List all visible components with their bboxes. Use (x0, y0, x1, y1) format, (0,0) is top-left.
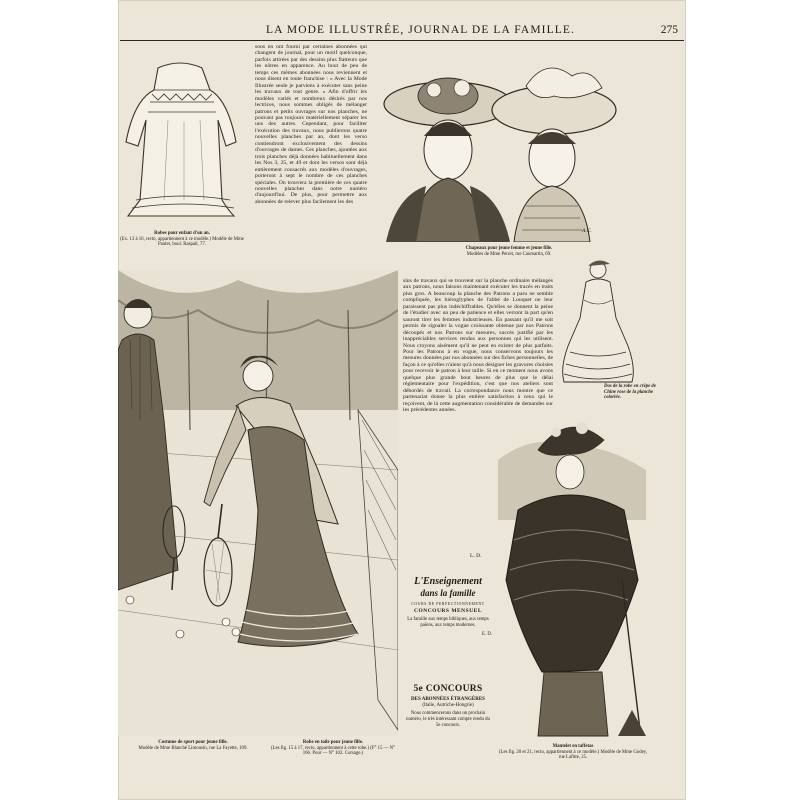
hats-caption-title: Chapeaux pour jeune femme et jeune fille. (465, 246, 553, 251)
article-text-middle: sins de travaux qui se trouvent sur la planche ordinaire mélangés aux patrons, nous faisons maintenant exécuter les tracés en traits plus gros. A beaucoup la planche des Patrons a paru ne semble compliquée, les hiéroglyphes de l'abbé de Louquet ne leur paraissent pas plus indéchiffrables. Qu'elles se donnent la peine de l'étudier avec un peu de patience et elles verront la part qu'en sauront tirer les femmes industrieuses. En passant qu'il me soit permis de signaler la vogue croissante obtenue par nos Patrons découpés et nos Patrons sur mesures, succès justifié par les inappréciables services rendus aux personnes qui les utilisent. Nous croyons aisément qu'il ne peut en exister de plus parfaits. Pour les Patrons à en vogue, nous conservons toujours les mesures données par nos abonnées sur des fiches personnelles, de façon à ce qu'elles n'aient qu'à nous désigner les gravures choisies pour recevoir le patron à leur taille. Si en ce moment nous avons quelque plus grande bout heures de plus que le délai réglementaire pour l'expédition, c'est que nos ateliers sont débordés de travail. La correspondance nous montre que ce partenariat donne la plus entière satisfaction à ceux qui le reçoivent, de là cette augmentation considérable de demandes sur les précédentes années. (403, 278, 553, 414)
journal-title: LA MODE ILLUSTRÉE, JOURNAL DE LA FAMILLE. (266, 24, 575, 36)
enseignement-concours-label: CONCOURS MENSUEL (413, 608, 483, 614)
concours-subtitle: DES ABONNÉES ÉTRANGÈRES (411, 697, 485, 702)
concours-body: Nous commencerons dans un prochain numéro, le très intéressant compte rendu du 5e concours. (406, 711, 490, 728)
concours-title: 5e CONCOURS (413, 684, 483, 694)
mantelet-caption-title: Mantelet en taffetas (552, 744, 594, 749)
enseignement-block (404, 576, 492, 637)
sport-costume-caption-title: Costume de sport pour jeune fille. (158, 740, 228, 745)
enseignement-title-line2: dans la famille (420, 588, 476, 598)
sport-costume-caption (118, 740, 268, 751)
crepe-dress-illustration (558, 256, 648, 388)
header-rule (120, 40, 684, 41)
page-number: 275 (660, 24, 678, 36)
mantelet-caption (498, 744, 648, 761)
article-column-top (255, 44, 367, 262)
tennis-dress-caption (270, 740, 396, 757)
child-dress-caption-body: (Ex. 13 à 16, recto, appartiennent à ce modèle.) Modèle de Mme Paulet, boul. Raspail, 77. (120, 236, 244, 248)
mantelet-illustration (498, 410, 646, 740)
article-text-top: sous en ont fourni par certaines abonnées qui changent de journal, pour un motif quelconque, parfois attirées par des dessins plus flatteurs que les nôtres en apparence. Au bout de peu de temps ces mêmes abonnées nous reviennent et nous disent en toute franchise : « Avec la Mode Illustrée seule je parviens à exécuter sans peine les travaux de tout genre. » Afin d'offrir les modèles variés et nombreux désirés par nos lectrices, nous sommes obligés de mélanger patrons et petits ouvrages sur nos planches, ne pouvant pas toujours matériellement séparer les uns des autres. Cependant, pour faciliter l'exécution des travaux, nous publierons quatre nouvelles planches par an, dont les verso contiendront exclusivement des dessins d'ouvrages de dames. Ces planches, ajoutées aux trois planches déjà données habituellement dans les Nos 3, 25, et 49 et dont les versos sont déjà entièrement consacrés aux modèles d'ouvrages, porteront à sept le nombre de ces planches spéciales. On trouvera la première de ces quatre nouvelles planches dans notre numéro d'aujourd'hui. De plus, pour permettre aux abonnées de relever plus facilement les des (255, 44, 367, 205)
enseignement-signature: E. D. (482, 631, 492, 637)
enseignement-body: La famille aux temps bibliques, aux temps païens, aux temps modernes. (407, 617, 489, 628)
concours-countries: (Italie, Autriche-Hongrie) (422, 703, 474, 708)
concours-block (404, 684, 492, 728)
article-signature: L. D. (470, 553, 482, 559)
tennis-scene-illustration (118, 270, 398, 736)
hats-caption-body: Modèles de Mme Perret, rue Caumartin, 69. (466, 251, 552, 257)
hats-illustration (376, 46, 636, 242)
hats-artist-signature: A.C. (582, 228, 592, 234)
tennis-dress-caption-body: (Les fig. 15 à 17, recto, appartiennent à cette robe.) (F° 15 — N° 166. Pour — N° 102. Corsage.) (270, 745, 396, 757)
child-dress-illustration (118, 50, 248, 228)
page-header (118, 20, 686, 42)
crepe-dress-caption: Dos de la robe en crêpe de Chine rose de la planche coloriée. (604, 384, 656, 401)
enseignement-subtitle: COURS DE PERFECTIONNEMENT (411, 602, 485, 606)
mantelet-caption-body: (Les fig. 20 et 21, recto, appartiennent à ce modèle.) Modèle de Mme Godey, rue Lafitte, 25. (498, 749, 648, 761)
enseignement-title-line1: L'Enseignement (414, 576, 482, 587)
sport-costume-caption-body: Modèle de Mme Blanché Limousin, rue La Fayette, 109. (138, 745, 248, 751)
tennis-dress-caption-title: Robe en toile pour jeune fille. (302, 740, 364, 745)
child-dress-caption (118, 231, 246, 248)
child-dress-caption-title: Robes pour enfant d'un an. (154, 231, 210, 236)
